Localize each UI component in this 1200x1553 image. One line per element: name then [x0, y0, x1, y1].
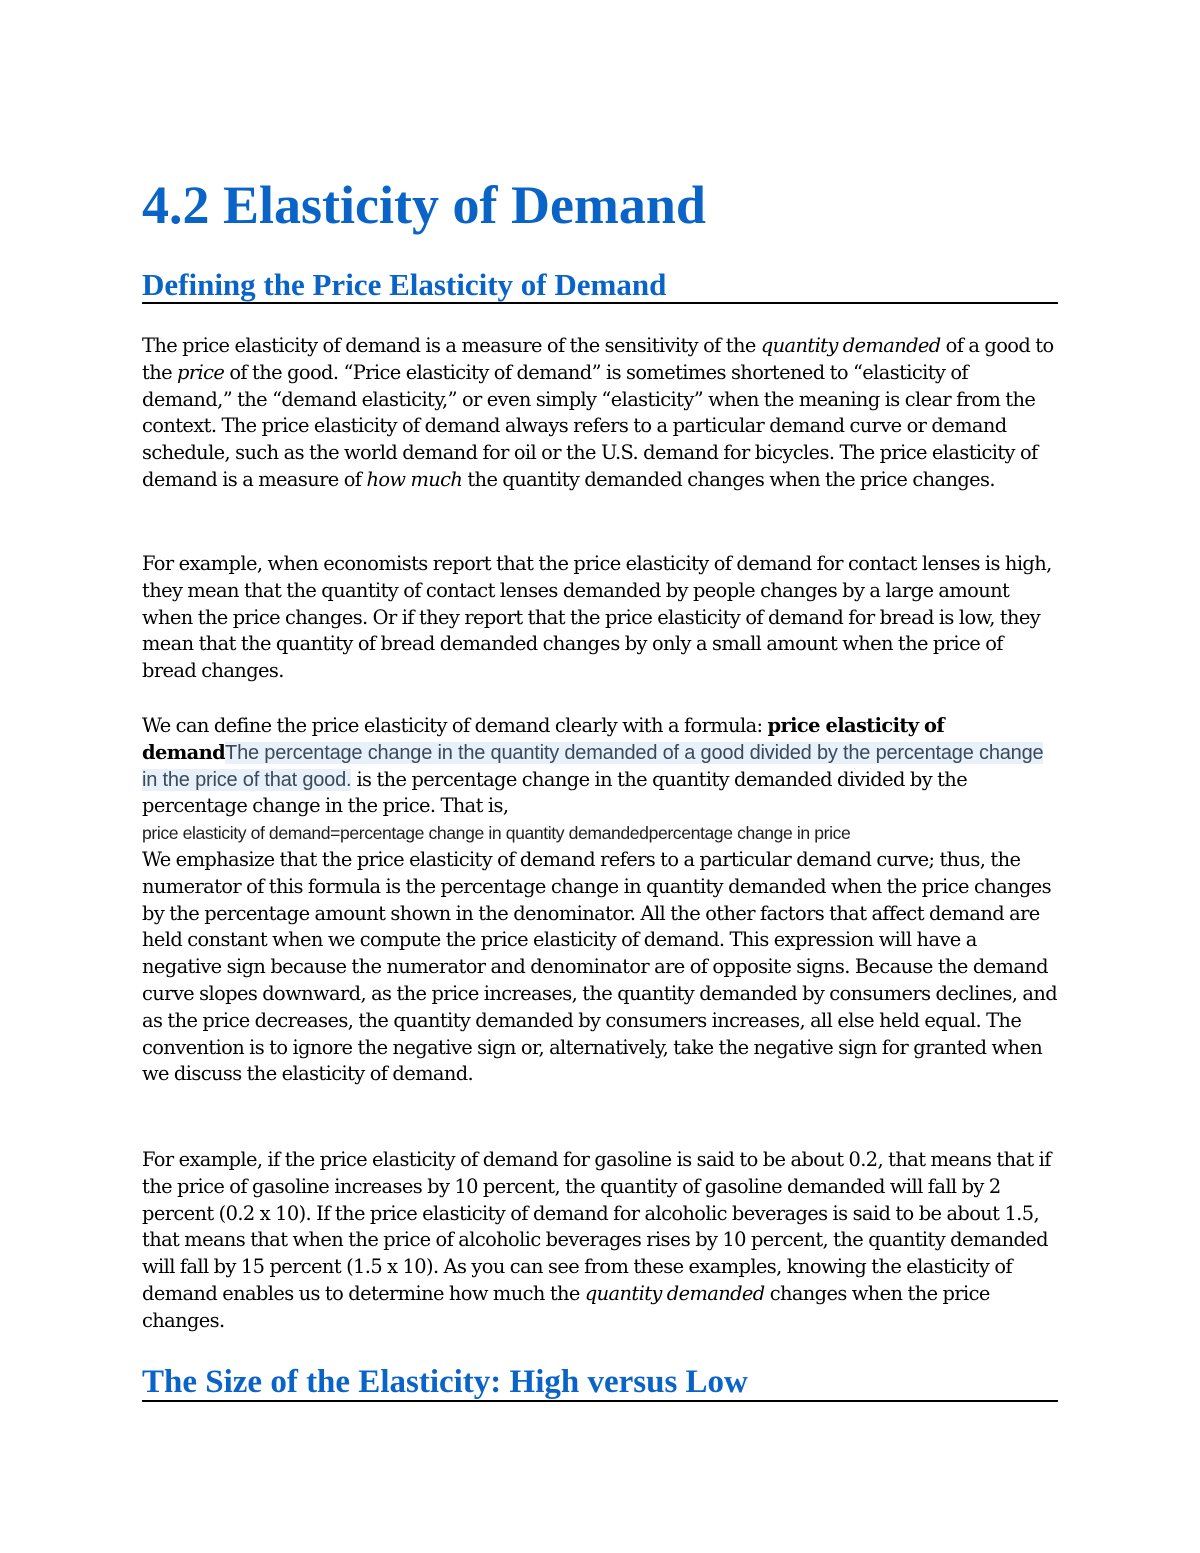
paragraph-formula — [142, 713, 1058, 1088]
paragraph-text: changes when the price changes. — [142, 1281, 990, 1332]
paragraph-text: For example, if the price elasticity of demand for gasoline is said to be about 0.2, that means that if the price of gasoline increases by 10 percent, the quantity of gasoline demanded will fall by 2 percent (0.2 x 10). If the price elasticity of demand for alcoholic beverages is said to be about 1.5, that means that when the price of alcoholic beverages rises by 10 percent, the quantity demanded will fall by 15 percent (1.5 x 10). As you can see from these examples, knowing the elasticity of demand enables us to determine how much the — [142, 1148, 1051, 1305]
paragraph-text: of the good. “Price elasticity of demand” is sometimes shortened to “elasticity of demand,” the “demand elasticity,” or even simply “elasticity” when the meaning is clear from the context. The price elasticity of demand always refers to a particular demand curve or demand schedule, such as the world demand for oil or the U.S. demand for bicycles. The price elasticity of demand is a measure of — [142, 360, 1038, 491]
paragraph-contact-lenses-example: For example, when economists report that the price elasticity of demand for contact lenses is high, they mean that the quantity of contact lenses demanded by people changes by a large amount when the price changes. Or if they report that the price elasticity of demand for bread is low, they mean that the quantity of bread demanded changes by only a small amount when the price of bread changes. — [142, 552, 1052, 683]
paragraph-text: We emphasize that the price elasticity of demand refers to a particular demand curve; thus, the numerator of this formula is the percentage change in quantity demanded when the price changes by the percentage amount shown in the denominator. All the other factors that affect demand are held constant when we compute the price elasticity of demand. This expression will have a negative sign because the numerator and denominator are of opposite signs. Because the demand curve slopes downward, as the price increases, the quantity demanded by consumers declines, and as the price decreases, the quantity demanded by consumers increases, all else held equal. The convention is to ignore the negative sign or, alternatively, take the negative sign for granted when we discuss the elasticity of demand. — [142, 847, 1058, 1086]
section-heading-defining-price-elasticity: Defining the Price Elasticity of Demand — [142, 268, 1058, 304]
glossary-term-price-elasticity[interactable]: price elasticity of demand — [142, 714, 945, 764]
paragraph-text: is the percentage change in the quantity demanded divided by the percentage change in the price. That is, — [142, 767, 968, 818]
page-title: 4.2 Elasticity of Demand — [142, 175, 706, 235]
paragraph-gasoline-example — [142, 1147, 1058, 1335]
elasticity-formula: price elasticity of demand=percentage change in quantity demandedpercentage change in price — [142, 823, 851, 844]
paragraph-definition — [142, 333, 1058, 494]
glossary-definition-tooltip: The percentage change in the quantity demanded of a good divided by the percentage change in the price of that good. — [142, 741, 1044, 791]
emphasis-price: price — [177, 360, 225, 384]
paragraph-text: the quantity demanded changes when the price changes. — [462, 467, 995, 491]
emphasis-quantity-demanded: quantity demanded — [760, 334, 941, 357]
paragraph-text: We can define the price elasticity of demand clearly with a formula: — [142, 714, 768, 737]
emphasis-quantity-demanded: quantity demanded — [584, 1281, 765, 1305]
paragraph-text: of a good to the — [142, 334, 1054, 384]
paragraph-text: The price elasticity of demand is a measure of the sensitivity of the — [142, 334, 761, 357]
emphasis-how-much: how much — [366, 467, 463, 491]
section-heading-size-of-elasticity: The Size of the Elasticity: High versus Low — [142, 1364, 1058, 1402]
